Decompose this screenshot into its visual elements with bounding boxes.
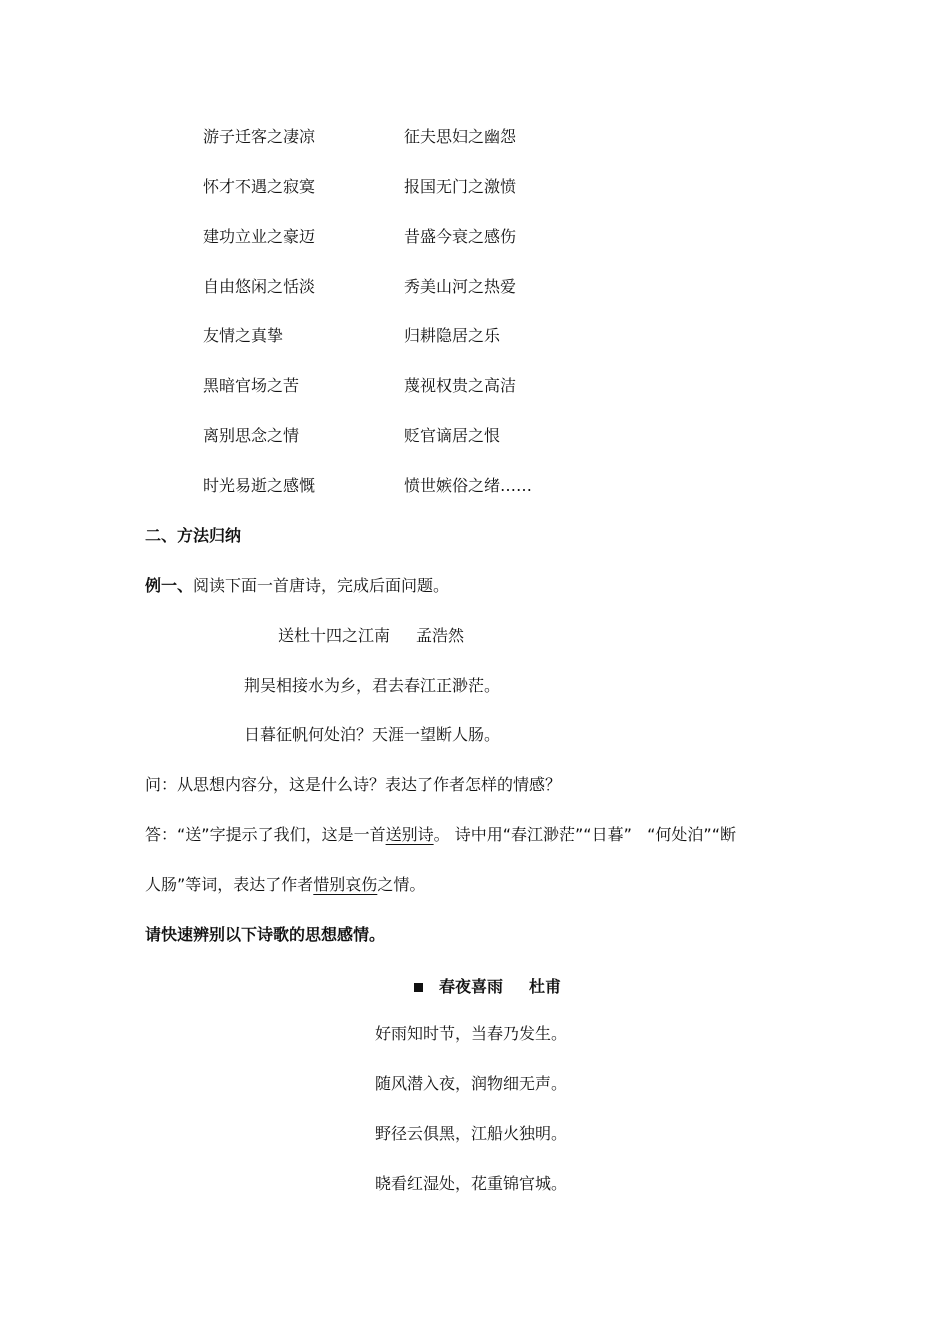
example-intro [145,575,449,597]
emotion-item: 愤世嫉俗之绪…… [404,476,533,495]
emotion-item: 自由悠闲之恬淡 [203,277,316,296]
emotion-item: 贬官谪居之恨 [404,426,501,445]
exercise-poem-title: 春夜喜雨 [439,977,504,996]
square-bullet-icon [414,983,423,992]
exercise-poem-line: 晓看红湿处，花重锦官城。 [375,1174,568,1193]
emotion-item: 秀美山河之热爱 [404,277,517,296]
answer-text: 人肠”等词，表达了作者 [145,875,314,894]
section-heading: 二、方法归纳 [145,526,242,545]
answer-line [145,874,425,896]
emotion-item: 归耕隐居之乐 [404,326,501,345]
example-label: 例一、 [145,576,194,595]
exercise-poem-heading [414,976,561,998]
answer-text: 答：“送”字提示了我们，这是一首 [145,825,386,844]
exercise-poem-line: 好雨知时节，当春乃发生。 [375,1024,568,1043]
question-text: 问：从思想内容分，这是什么诗？表达了作者怎样的情感？ [145,775,562,794]
emotion-item: 怀才不遇之寂寞 [203,177,316,196]
answer-line [145,824,736,846]
poem-line: 荆吴相接水为乡，君去春江正渺茫。 [244,676,501,695]
exercise-poem-line: 野径云俱黑，江船火独明。 [375,1124,568,1143]
answer-text: 。 诗中用“春江渺茫”“日暮” “何处泊”“断 [433,825,736,844]
emotion-item: 离别思念之情 [203,426,300,445]
poem-title: 送杜十四之江南 [278,626,391,645]
emotion-item: 蔑视权贵之高洁 [404,376,517,395]
emotion-item: 报国无门之激愤 [404,177,517,196]
emotion-item: 昔盛今衰之感伤 [404,227,517,246]
emotion-item: 游子迁客之凄凉 [203,127,316,146]
poem-author: 孟浩然 [416,626,465,645]
emotion-item: 友情之真挚 [203,326,284,345]
example-prompt: 阅读下面一首唐诗，完成后面问题。 [193,576,450,595]
poem-heading [278,625,464,647]
emotion-item: 时光易逝之感慨 [203,476,316,495]
answer-key-underlined: 惜别哀伤 [313,875,378,894]
exercise-poem-author: 杜甫 [529,977,562,996]
exercise-instruction: 请快速辨别以下诗歌的思想感情。 [145,925,386,944]
exercise-poem-line: 随风潜入夜，润物细无声。 [375,1074,568,1093]
answer-key-underlined: 送别诗 [385,825,434,844]
answer-text: 之情。 [377,875,426,894]
emotion-item: 征夫思妇之幽怨 [404,127,517,146]
emotion-item: 黑暗官场之苦 [203,376,300,395]
poem-line: 日暮征帆何处泊？天涯一望断人肠。 [244,725,501,744]
emotion-item: 建功立业之豪迈 [203,227,316,246]
